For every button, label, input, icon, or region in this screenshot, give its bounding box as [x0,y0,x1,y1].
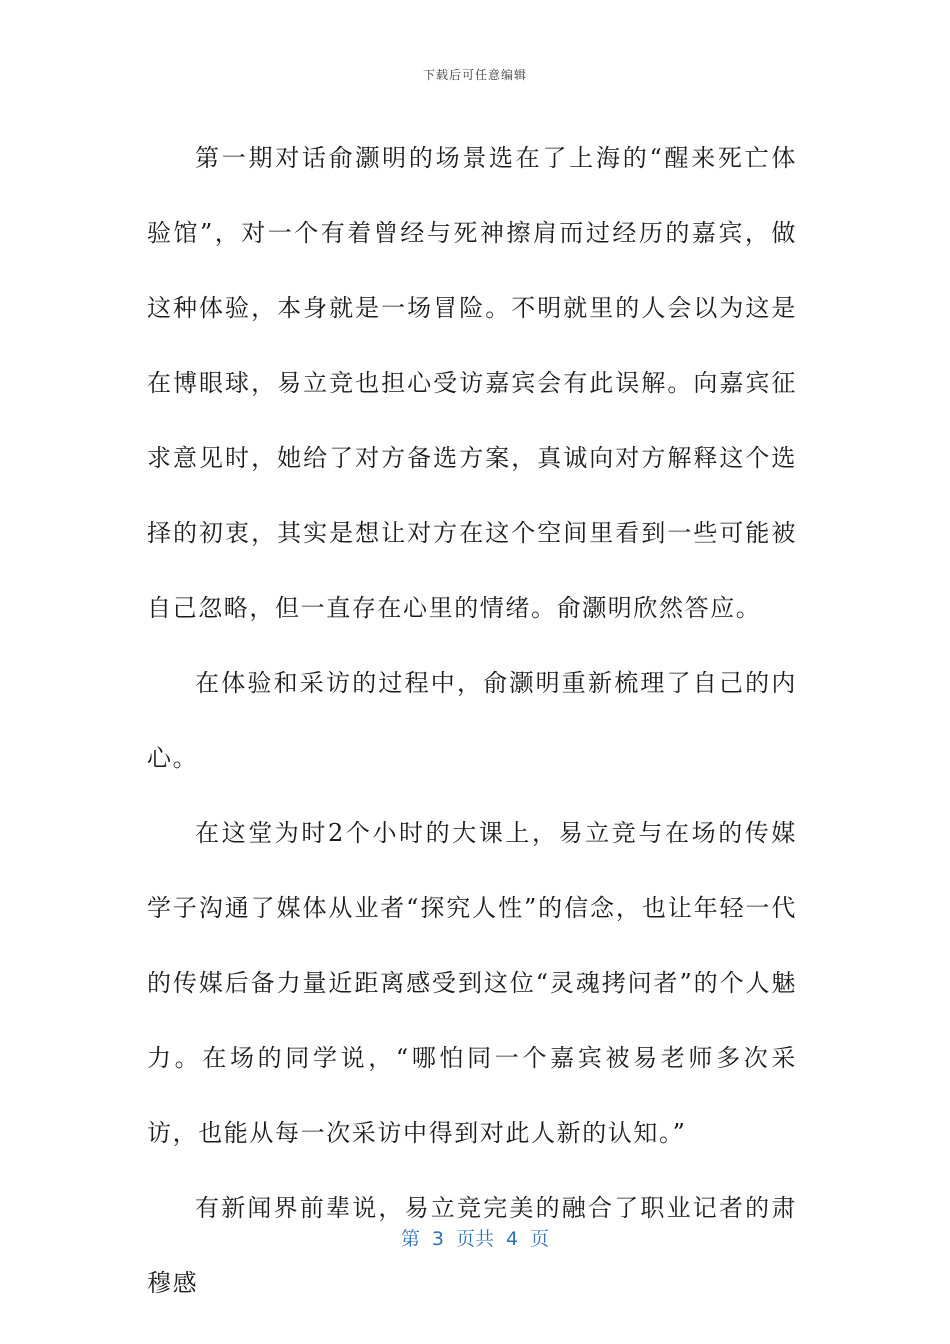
paragraph-2: 在体验和采访的过程中，俞灏明重新梳理了自己的内心。 [147,669,797,772]
page-footer [0,1224,950,1251]
paragraph-3: 在这堂为时2个小时的大课上，易立竞与在场的传媒学子沟通了媒体从业者“探究人性”的信念，也让年轻一代的传媒后备力量近距离感受到这位“灵魂拷问者”的个人魅力。在场的同学说，“哪怕同一个嘉宾被易老师多次采访，也能从每一次采访中得到对此人新的认知。” [147,819,797,1147]
header-note: 下载后可任意编辑 [422,68,527,82]
footer-total-pages: 4 [506,1228,519,1250]
paragraph-1: 第一期对话俞灏明的场景选在了上海的“醒来死亡体验馆”，对一个有着曾经与死神擦肩而过经历的嘉宾，做这种体验，本身就是一场冒险。不明就里的人会以为这是在博眼球，易立竞也担心受访嘉宾会有此误解。向嘉宾征求意见时，她给了对方备选方案，真诚向对方解释这个选择的初衷，其实是想让对方在这个空间里看到一些可能被自己忽略，但一直存在心里的情绪。俞灏明欣然答应。 [147,144,797,622]
footer-prefix: 第 [400,1228,420,1250]
paragraph-4: 有新闻界前辈说，易立竞完美的融合了职业记者的肃穆感 [147,1194,797,1297]
footer-current-page: 3 [431,1228,444,1250]
document-body [147,121,797,1321]
footer-suffix: 页 [530,1228,550,1250]
footer-middle: 页共 [455,1228,494,1250]
